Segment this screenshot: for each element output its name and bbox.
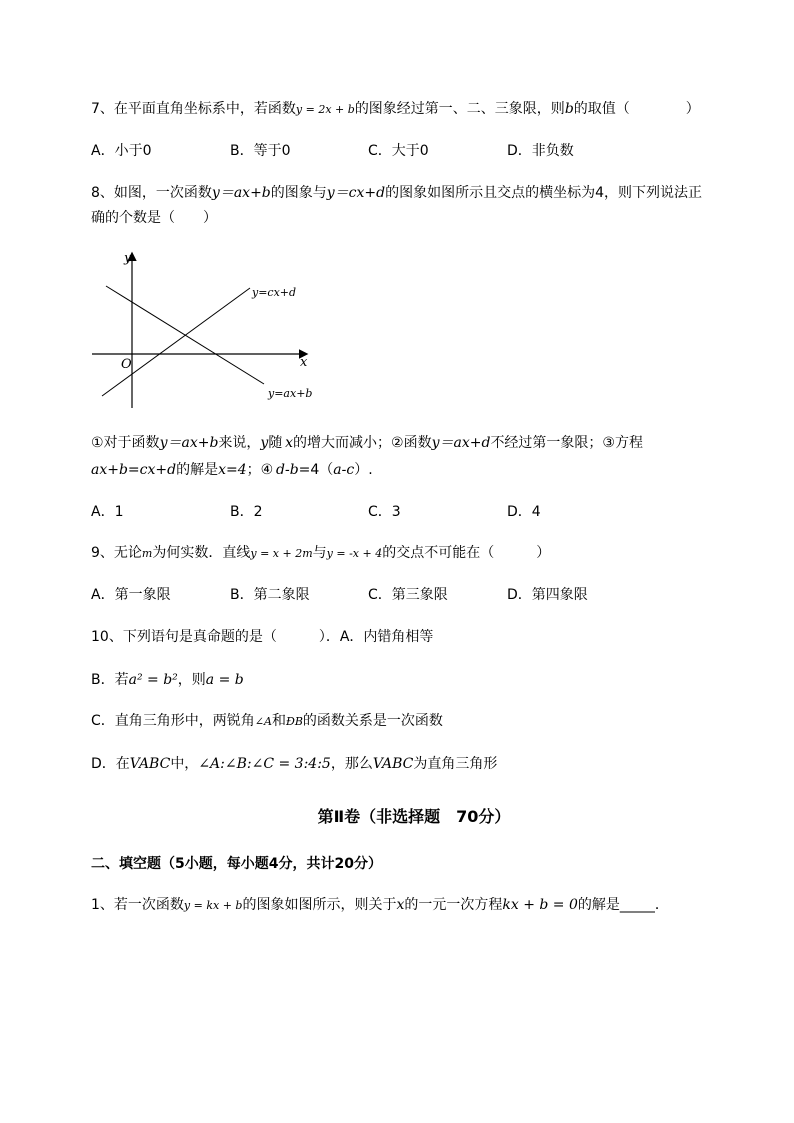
q8-option-c[interactable]: C．3 xyxy=(368,504,401,520)
q8-s4-ac: a-c xyxy=(333,462,355,478)
q7-text-post: 的取值（ ） xyxy=(573,101,700,117)
q8-s3-text: 的解是 xyxy=(176,462,219,478)
q8-stem-line1 xyxy=(91,183,702,203)
q8-graph xyxy=(88,248,320,410)
origin-label: O xyxy=(121,357,132,372)
q9-option-a[interactable]: A．第一象限 xyxy=(91,587,171,603)
q9-text-mid2: 与 xyxy=(312,545,327,561)
q10-option-b[interactable] xyxy=(91,670,244,690)
q8-s4-eq: =4（ xyxy=(298,462,334,478)
q8-function-2: y＝cx+d xyxy=(326,185,386,201)
q7-variable: b xyxy=(564,101,574,117)
q9-option-c[interactable]: C．第三象限 xyxy=(368,587,448,603)
q7-option-d[interactable]: D．非负数 xyxy=(507,143,574,159)
q9-variable: m xyxy=(141,547,153,560)
q10-d-triangle2: VABC xyxy=(372,756,414,772)
q9-text-post: 的交点不可能在（ ） xyxy=(382,545,551,561)
fill1-func: y = kx + b xyxy=(183,899,243,912)
q7-text-mid: 的图象经过第一、二、三象限，则 xyxy=(354,101,565,117)
q8-s4-lhs: d-b xyxy=(276,462,299,478)
q10-stem: 10、下列语句是真命题的是（ ）．A．内错角相等 xyxy=(91,629,434,645)
q10-c-angle-a: ∠A xyxy=(254,715,272,728)
q8-option-d[interactable]: D．4 xyxy=(507,504,541,520)
q8-s3-sol: x=4 xyxy=(218,462,247,478)
q8-s1-text2: 来说， xyxy=(218,435,261,451)
fill1-eq: kx + b = 0 xyxy=(502,897,578,913)
q10-b-text: B．若 xyxy=(91,672,129,688)
label-ax-plus-b: y=ax+b xyxy=(268,387,313,400)
q10-c-post: 的函数关系是一次函数 xyxy=(302,713,443,729)
y-axis-label: y xyxy=(124,251,132,266)
q9-option-d[interactable]: D．第四象限 xyxy=(507,587,588,603)
q10-d-post: 为直角三角形 xyxy=(413,756,498,772)
q8-s2-func: y＝ax+d xyxy=(431,435,491,451)
q9-option-b[interactable]: B．第二象限 xyxy=(230,587,310,603)
fill1-stem xyxy=(91,895,669,916)
q7-option-c[interactable]: C．大于0 xyxy=(368,143,429,159)
q10-c-angle-b: ÐB xyxy=(285,715,303,728)
fill1-answer-blank: 的解是_____． xyxy=(577,897,669,913)
q10-d-ratio: ∠A:∠B:∠C = 3:4:5 xyxy=(198,756,331,772)
q8-s1-y: y xyxy=(260,435,269,451)
section-heading: 二、填空题（5小题，每小题4分，共计20分） xyxy=(91,856,382,872)
q10-c-mid: 和 xyxy=(271,713,286,729)
q8-s1-text: ①对于函数 xyxy=(91,435,160,451)
q8-text-pre: 8、如图，一次函数 xyxy=(91,185,212,201)
q8-statements-line2 xyxy=(91,460,373,480)
q9-text-pre: 9、无论 xyxy=(91,545,142,561)
q10-b-mid: ，则 xyxy=(177,672,206,688)
q8-s1-func: y＝ax+b xyxy=(159,435,219,451)
q10-b-eq: a² = b² xyxy=(128,672,178,688)
q8-option-b[interactable]: B．2 xyxy=(230,504,263,520)
q8-s1-x: x xyxy=(285,435,294,451)
x-axis-label: x xyxy=(300,355,308,370)
q10-option-c[interactable] xyxy=(91,711,443,732)
q8-text-mid2: 的图象如图所示且交点的横坐标为4，则下列说法正 xyxy=(385,185,703,201)
q10-d-mid2: ，那么 xyxy=(330,756,373,772)
q8-s4-text: ；④ xyxy=(246,462,274,478)
q10-d-triangle: VABC xyxy=(129,756,171,772)
q8-s4-end: ）. xyxy=(354,462,373,478)
fill1-text-mid: 的图象如图所示，则关于 xyxy=(242,897,397,913)
q7-option-a[interactable]: A．小于0 xyxy=(91,143,152,159)
q8-statements-line1 xyxy=(91,433,643,453)
q8-option-a[interactable]: A．1 xyxy=(91,504,124,520)
part2-title: 第Ⅱ卷（非选择题 70分） xyxy=(317,807,511,826)
q10-c-text: C．直角三角形中，两锐角 xyxy=(91,713,255,729)
q8-s1-text3: 随 xyxy=(268,435,283,451)
q7-stem xyxy=(91,99,700,120)
q8-stem-line2: 确的个数是（ ） xyxy=(91,210,217,226)
fill1-text-mid2: 的一元一次方程 xyxy=(404,897,503,913)
q8-s1-text4: 的增大而减小；②函数 xyxy=(293,435,432,451)
q9-text-mid1: 为何实数．直线 xyxy=(152,545,251,561)
q10-d-mid: 中， xyxy=(170,756,199,772)
fill1-x: x xyxy=(396,897,405,913)
q7-function-expr: y = 2x + b xyxy=(295,103,355,116)
q10-b-result: a = b xyxy=(205,672,244,688)
line-cx-plus-d xyxy=(102,288,250,396)
q9-line-2: y = -x + 4 xyxy=(326,547,383,560)
q8-function-1: y＝ax+b xyxy=(211,185,271,201)
q9-line-1: y = x + 2m xyxy=(250,547,313,560)
fill1-text-pre: 1、若一次函数 xyxy=(91,897,184,913)
label-cx-plus-d: y=cx+d xyxy=(252,286,297,299)
q10-option-d[interactable] xyxy=(91,754,497,774)
q8-s1-text5: 不经过第一象限；③方程 xyxy=(490,435,643,451)
q9-stem xyxy=(91,543,550,564)
q7-text-pre: 7、在平面直角坐标系中，若函数 xyxy=(91,101,296,117)
q8-s3-eq: ax+b=cx+d xyxy=(91,462,177,478)
q7-option-b[interactable]: B．等于0 xyxy=(230,143,291,159)
q10-d-text: D．在 xyxy=(91,756,130,772)
q8-text-mid1: 的图象与 xyxy=(270,185,327,201)
